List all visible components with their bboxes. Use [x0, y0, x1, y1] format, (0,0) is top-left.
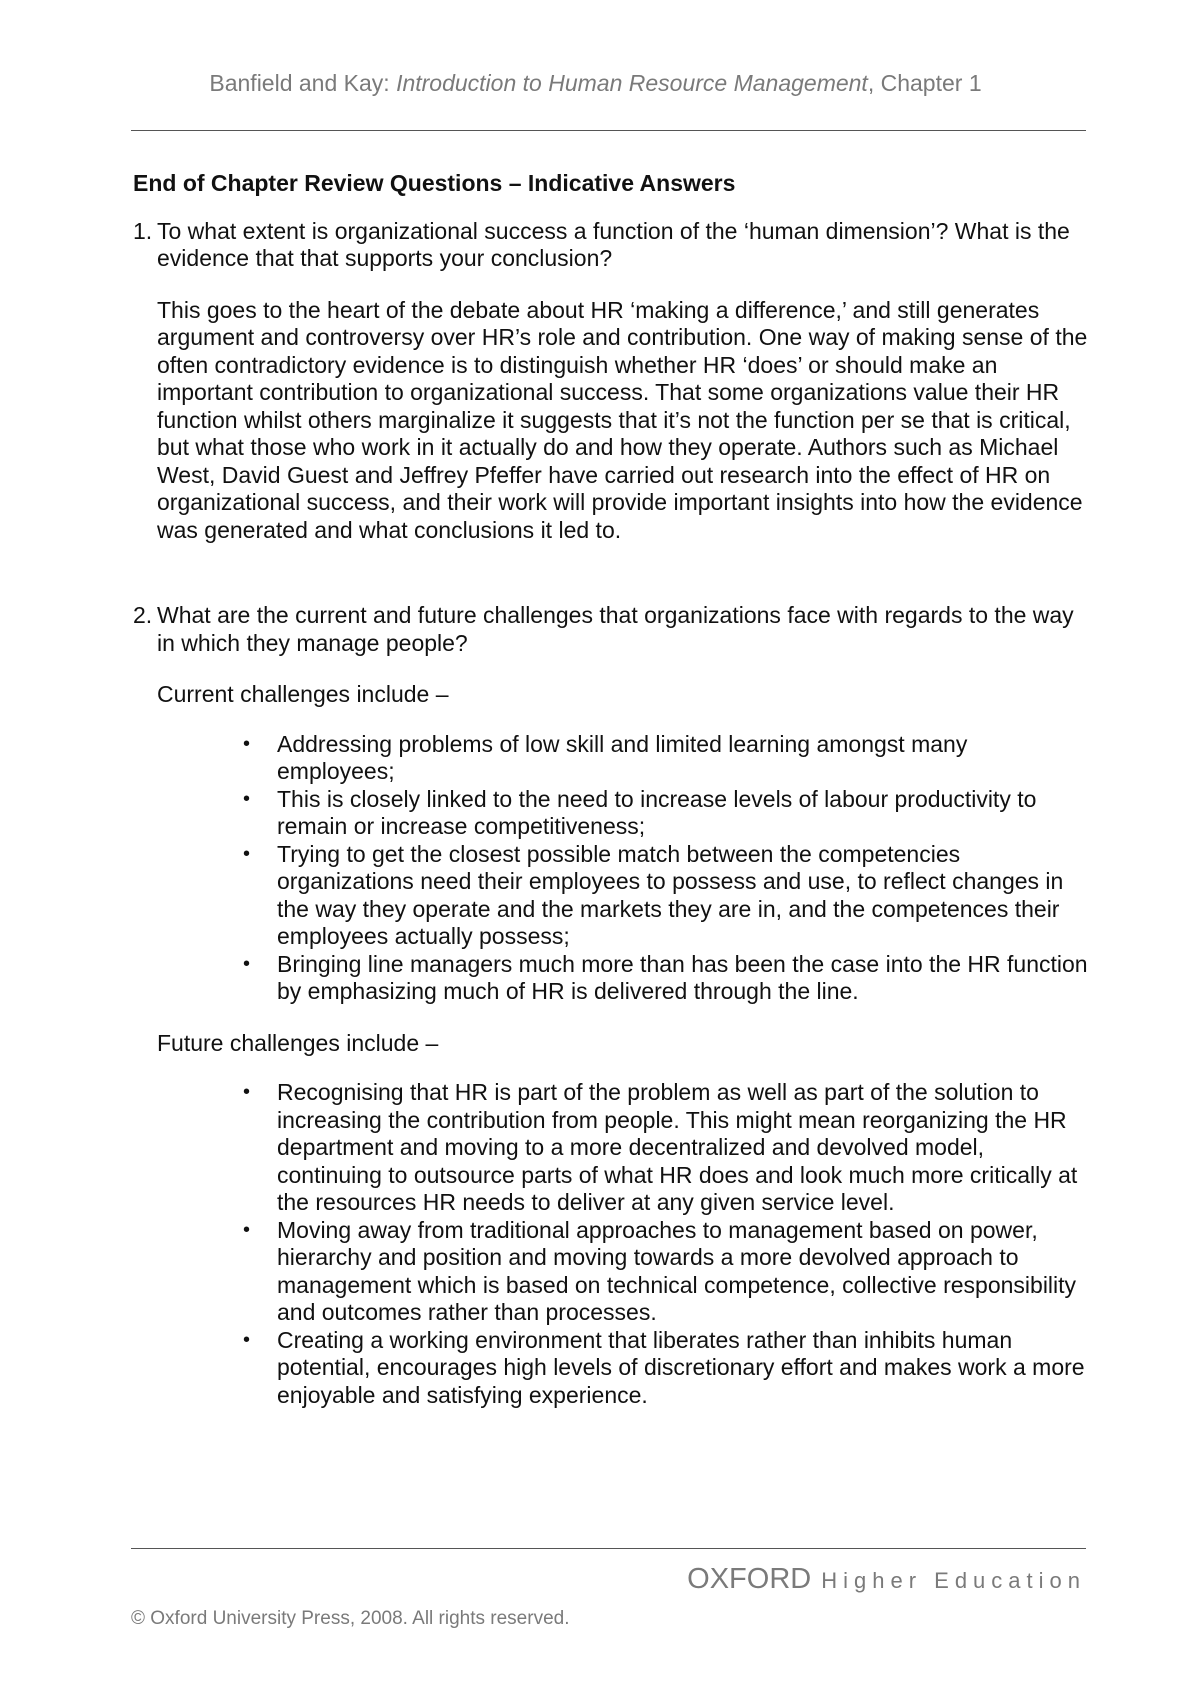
question-2: [133, 602, 1088, 657]
list-item: [243, 1217, 1088, 1327]
bullet-icon: •: [243, 952, 251, 975]
logo-main: OXFORD: [687, 1563, 812, 1595]
list-item: [243, 786, 1088, 841]
list-item-text: Trying to get the closest possible match between the competencies organizations need their employees to possess and use, to reflect changes in the way they operate and the markets they are in, and the competences their employees actually possess;: [277, 840, 1064, 949]
header-chapter: , Chapter 1: [867, 70, 982, 96]
logo-sub: Higher Education: [821, 1568, 1086, 1593]
bullet-icon: •: [243, 787, 251, 810]
list-item: [243, 951, 1088, 1006]
list-item: [243, 731, 1088, 786]
header-authors: Banfield and Kay:: [209, 70, 397, 96]
page-title: End of Chapter Review Questions – Indicative Answers: [133, 170, 736, 196]
future-challenges-list: [133, 1079, 1088, 1409]
question-number: 1.: [133, 217, 153, 244]
question-number: 2.: [133, 602, 153, 628]
header-rule: [131, 130, 1086, 131]
current-challenges-lead: Current challenges include –: [157, 681, 449, 707]
current-challenges-list: [133, 731, 1088, 1006]
list-item: [243, 1327, 1088, 1410]
list-item-text: Addressing problems of low skill and limited learning amongst many employees;: [277, 730, 968, 784]
page-body: [133, 170, 1088, 1409]
list-item-text: Recognising that HR is part of the problem as well as part of the solution to increasing the contribution from people. This might mean reorganizing the HR department and moving to a more decentralized and devolved model, continuing to outsource parts of what HR does and look much more critically at the resources HR needs to deliver at any given service level.: [277, 1079, 1078, 1215]
copyright-footer: © Oxford University Press, 2008. All rights reserved.: [131, 1608, 570, 1629]
bullet-icon: •: [243, 1081, 251, 1103]
oxford-logo: [687, 1563, 1086, 1596]
question-text: To what extent is organizational success a function of the ‘human dimension’? What is the evidence that that supports your conclusion?: [157, 217, 1070, 271]
bullet-icon: •: [243, 1218, 251, 1241]
running-header: [0, 70, 1191, 97]
question-1: [133, 218, 1088, 273]
footer-rule: [131, 1548, 1086, 1549]
list-item-text: This is closely linked to the need to increase levels of labour productivity to remain or increase competitiveness;: [277, 785, 1037, 839]
answer-1-paragraph: This goes to the heart of the debate about HR ‘making a difference,’ and still generates argument and controversy over HR’s role and contribution. One way of making sense of the often contradictory evidence is to distinguish whether HR ‘does’ or should make an important contribution to organizational success. That some organizations value their HR function whilst others marginalize it suggests that it’s not the function per se that is critical, but what those who work in it actually do and how they operate. Authors such as Michael West, David Guest and Jeffrey Pfeffer have carried out research into the effect of HR on organizational success, and their work will provide important insights into how the evidence was generated and what conclusions it led to.: [157, 296, 1088, 543]
bullet-icon: •: [243, 1328, 251, 1351]
future-challenges-lead: Future challenges include –: [157, 1029, 439, 1056]
bullet-icon: •: [243, 732, 251, 755]
question-text: What are the current and future challenges that organizations face with regards to the way in which they manage people?: [157, 602, 1074, 656]
list-item-text: Creating a working environment that liberates rather than inhibits human potential, encourages high levels of discretionary effort and makes work a more enjoyable and satisfying experience.: [277, 1326, 1085, 1408]
list-item: [243, 841, 1088, 951]
list-item-text: Moving away from traditional approaches to management based on power, hierarchy and position and moving towards a more devolved approach to management which is based on technical competence, collective responsibility and outcomes rather than processes.: [277, 1216, 1077, 1325]
header-book-title: Introduction to Human Resource Management: [396, 70, 868, 96]
list-item-text: Bringing line managers much more than has been the case into the HR function by emphasizing much of HR is delivered through the line.: [277, 950, 1088, 1004]
list-item: [243, 1079, 1088, 1217]
bullet-icon: •: [243, 842, 251, 865]
